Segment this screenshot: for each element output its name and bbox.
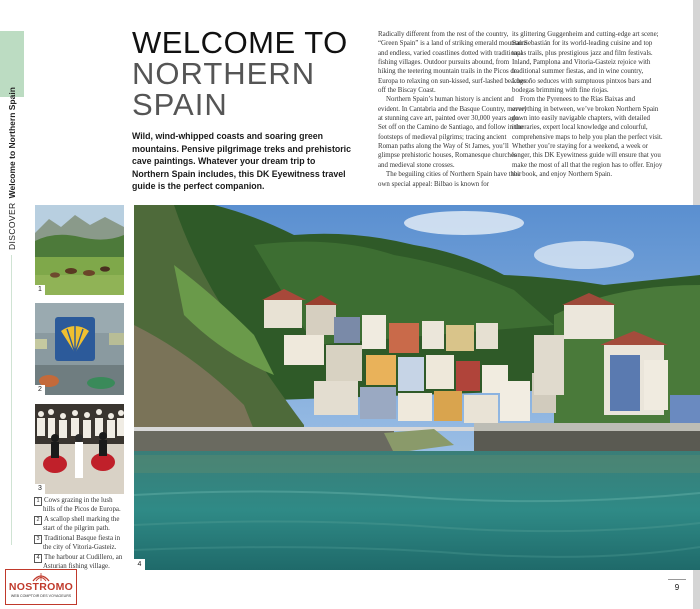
caption [34, 516, 126, 534]
caption-text: The harbour at Cudillero, an Asturian fishing village. [43, 553, 123, 570]
body-column-1 [378, 30, 528, 189]
logo-tagline: WEB COMPTOIR DES VOYAGEURS [10, 594, 72, 598]
caption-text: A scallop shell marking the start of the pilgrim path. [43, 515, 120, 532]
nostromo-logo [5, 569, 77, 605]
page-number-rule [668, 579, 686, 580]
photo-cows-picos [35, 205, 124, 295]
running-head-chapter: Welcome to Northern Spain [7, 87, 17, 199]
photo-number: 3 [35, 484, 45, 494]
body-paragraph: From the Pyrenees to the Rías Baixas and everything in between, we’ve broken Northern Spain down into easily navigable chapters, with detailed itineraries, expert local knowledge and colourful, comprehensive maps to help you plan the perfect visit. Whether you’re staying for a weekend, a week or longer, this DK Eyewitness guide will ensure that you make the most of all that the region has to offer. Enjoy the book, and enjoy Northern Spain. [512, 96, 663, 179]
page-title [132, 27, 352, 120]
caption-number: 3 [34, 535, 42, 544]
running-head [4, 87, 20, 250]
caption-number: 1 [34, 497, 42, 506]
side-rule [11, 255, 12, 545]
caption-number: 4 [34, 554, 42, 563]
body-column-2 [512, 30, 664, 180]
caption [34, 497, 126, 515]
caption-text: Cows grazing in the lush hills of the Picos de Europa. [43, 497, 121, 513]
photo-number: 1 [35, 285, 45, 295]
body-paragraph: its glittering Guggenheim and cutting-edge art scene; San Sebastián for its world-leading cuisine and top tapas trails, plus prestigious jazz and film festivals. Inland, Pamplona and Vitoria-Gasteiz rejoice with traditional summer fiestas, and in wine country, Logroño seduces with sumptuous pintxos bars and bodegas brimming with fine riojas. [512, 31, 659, 95]
photo-number: 4 [134, 559, 145, 570]
title-line-1: WELCOME TO [132, 25, 348, 60]
photo-captions [34, 497, 126, 573]
title-line-3: SPAIN [132, 87, 228, 122]
caption-number: 2 [34, 516, 42, 525]
logo-name: NOSTROMO [8, 581, 74, 593]
photo-number: 2 [35, 385, 45, 395]
photo-basque-fiesta [35, 404, 124, 494]
caption [34, 535, 126, 553]
intro-paragraph: Wild, wind-whipped coasts and soaring green mountains. Pensive pilgrimage treks and prehistoric cave paintings. Whatever your dream trip to Northern Spain includes, this DK Eyewitness travel guide is the perfect companion. [132, 131, 352, 192]
photo-scallop-shell [35, 303, 124, 395]
photo-cudillero-harbour [134, 205, 700, 570]
title-line-2: NORTHERN [132, 56, 316, 91]
body-paragraph: Northern Spain’s human history is ancient and evident. In Cantabria and the Basque Country, marvel at stunning cave art, painted over 30,000 years ago. Set off on the Camino de Santiago, and follow in the footsteps of medieval pilgrims; tracing ancient Roman paths along the Way of St James, you’ll glimpse prehistoric houses, Romanesque churches and medieval stone crosses. [378, 96, 527, 169]
body-paragraph: The beguiling cities of Northern Spain have their own special appeal: Bilbao is known for [378, 171, 522, 188]
body-paragraph: Radically different from the rest of the country, “Green Spain” is a land of striking emerald mountains and endless, varied coastlines dotted with traditional fishing villages. Outdoor pursuits abound, from hiking the teetering mountain trails in the Picos de Europa to relaxing on sun-kissed, surf-lashed beaches off the Biscay Coast. [378, 31, 528, 95]
page-number: 9 [674, 583, 680, 592]
caption-text: Traditional Basque fiesta in the city of Vitoria-Gasteiz. [43, 534, 121, 551]
running-head-section: DISCOVER [7, 202, 17, 250]
